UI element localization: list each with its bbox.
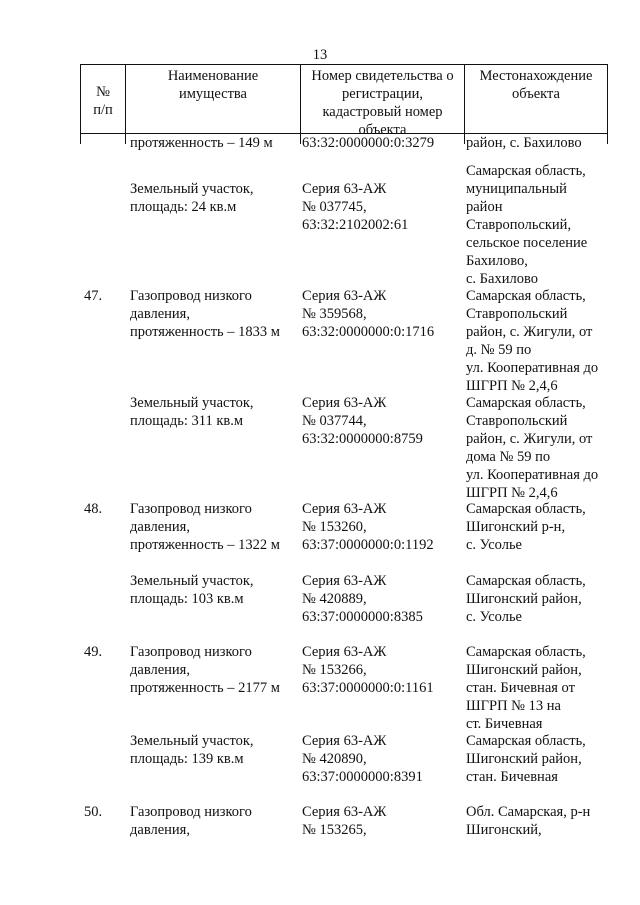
row-name [130, 287, 298, 341]
header-line: п/п [93, 102, 113, 118]
row-location [466, 572, 616, 626]
cell-line: Газопровод низкого [130, 288, 252, 304]
cell-line: с. Бахилово [466, 271, 538, 287]
cell-line: Серия 63-АЖ [302, 181, 387, 197]
cell-line: с. Усолье [466, 609, 522, 625]
cell-line: протяженность – 2177 м [130, 680, 280, 696]
cell-line: Газопровод низкого [130, 804, 252, 820]
column-line [80, 134, 81, 144]
cell-line: Самарская область, [466, 395, 586, 411]
header-line: № [96, 84, 110, 100]
cell-line: № 420890, [302, 751, 367, 767]
cell-line: 63:32:2102002:61 [302, 217, 409, 233]
row-name [130, 732, 298, 768]
cell-line: Шигонский район, [466, 662, 582, 678]
cell-line: район, с. Жигули, от [466, 324, 593, 340]
header-registration [301, 65, 465, 138]
row-registration [302, 803, 464, 839]
row-registration [302, 180, 464, 234]
cell-line: ШГРП № 13 на [466, 698, 561, 714]
cell-line: № 420889, [302, 591, 367, 607]
row-number: 47. [84, 288, 103, 304]
cell-line: сельское поселение [466, 235, 588, 251]
cell-line: Обл. Самарская, р-н [466, 804, 591, 820]
cell-line: район, с. Бахилово [466, 135, 582, 151]
cell-line: Самарская область, [466, 733, 586, 749]
table-header [80, 64, 608, 138]
page-number: 13 [312, 47, 328, 63]
cell-line: Серия 63-АЖ [302, 288, 387, 304]
cell-line: стан. Бичевная от [466, 680, 575, 696]
cell-line: Шигонский р-н, [466, 519, 566, 535]
cell-line: протяженность – 1833 м [130, 324, 280, 340]
cell-line: Серия 63-АЖ [302, 733, 387, 749]
cell-line: Самарская область, [466, 163, 586, 179]
header-location [465, 65, 607, 133]
row-location [466, 394, 616, 502]
cell-line: ШГРП № 2,4,6 [466, 485, 558, 501]
cell-line: Ставропольский [466, 306, 568, 322]
cell-line: площадь: 103 кв.м [130, 591, 244, 607]
cell-line: № 037745, [302, 199, 367, 215]
row-location [466, 803, 616, 839]
cell-line: ул. Кооперативная до [466, 360, 599, 376]
cell-line: 63:37:0000000:0:1192 [302, 537, 434, 553]
cell-line: 63:32:0000000:8759 [302, 431, 423, 447]
row-registration [302, 732, 464, 786]
cell-line: с. Усолье [466, 537, 522, 553]
row-number: 50. [84, 804, 103, 820]
row-registration [302, 287, 464, 341]
cell-line: № 153266, [302, 662, 367, 678]
cell-line: район, с. Жигули, от [466, 431, 593, 447]
cell-line: площадь: 311 кв.м [130, 413, 244, 429]
row-number: 48. [84, 501, 103, 517]
cell-line: Самарская область, [466, 501, 586, 517]
row-name [130, 134, 298, 152]
cell-line: Земельный участок, [130, 573, 254, 589]
cell-line: площадь: 139 кв.м [130, 751, 244, 767]
cell-line: 63:37:0000000:0:1161 [302, 680, 434, 696]
column-line [300, 134, 301, 144]
cell-line: Самарская область, [466, 288, 586, 304]
cell-line: Шигонский район, [466, 751, 582, 767]
header-name [126, 65, 301, 133]
header-line: объекта [358, 122, 407, 138]
cell-line: Серия 63-АЖ [302, 573, 387, 589]
row-name [130, 643, 298, 697]
header-num [81, 65, 126, 133]
cell-line: 63:32:0000000:0:1716 [302, 324, 435, 340]
header-line: имущества [178, 86, 247, 102]
cell-line: район [466, 199, 503, 215]
cell-line: Земельный участок, [130, 181, 254, 197]
row-location [466, 134, 616, 152]
cell-line: стан. Бичевная [466, 769, 558, 785]
cell-line: 63:32:0000000:0:3279 [302, 135, 435, 151]
cell-line: протяженность – 149 м [130, 135, 273, 151]
cell-line: Газопровод низкого [130, 644, 252, 660]
cell-line: Бахилово, [466, 253, 528, 269]
cell-line: № 359568, [302, 306, 367, 322]
row-location [466, 500, 616, 554]
cell-line: Газопровод низкого [130, 501, 252, 517]
cell-line: муниципальный [466, 181, 567, 197]
cell-line: ШГРП № 2,4,6 [466, 378, 558, 394]
cell-line: № 153260, [302, 519, 367, 535]
cell-line: площадь: 24 кв.м [130, 199, 237, 215]
header-line: Местонахождение [479, 68, 593, 84]
cell-line: ул. Кооперативная до [466, 467, 599, 483]
row-registration [302, 394, 464, 448]
cell-line: 63:37:0000000:8385 [302, 609, 423, 625]
row-registration [302, 572, 464, 626]
cell-line: Серия 63-АЖ [302, 395, 387, 411]
cell-line: Шигонский район, [466, 591, 582, 607]
cell-line: Серия 63-АЖ [302, 644, 387, 660]
cell-line: Земельный участок, [130, 733, 254, 749]
row-location [466, 732, 616, 786]
row-location [466, 162, 616, 288]
row-name [130, 572, 298, 608]
cell-line: Серия 63-АЖ [302, 501, 387, 517]
cell-line: д. № 59 по [466, 342, 532, 358]
header-line: регистрации, [342, 86, 423, 102]
row-registration [302, 500, 464, 554]
cell-line: давления, [130, 306, 190, 322]
cell-line: ст. Бичевная [466, 716, 543, 732]
row-name [130, 500, 298, 554]
cell-line: Самарская область, [466, 644, 586, 660]
row-number: 49. [84, 644, 103, 660]
column-line [125, 134, 126, 144]
row-name [130, 394, 298, 430]
row-name [130, 180, 298, 216]
cell-line: Серия 63-АЖ [302, 804, 387, 820]
row-name [130, 803, 298, 839]
cell-line: давления, [130, 519, 190, 535]
column-line [464, 134, 465, 144]
cell-line: № 153265, [302, 822, 367, 838]
cell-line: Земельный участок, [130, 395, 254, 411]
cell-line: давления, [130, 822, 190, 838]
cell-line: Ставропольский [466, 413, 568, 429]
row-registration [302, 643, 464, 697]
cell-line: Ставропольский, [466, 217, 572, 233]
header-line: кадастровый номер [322, 104, 443, 120]
header-line: объекта [511, 86, 560, 102]
row-location [466, 643, 616, 733]
cell-line: протяженность – 1322 м [130, 537, 280, 553]
cell-line: Шигонский, [466, 822, 542, 838]
cell-line: давления, [130, 662, 190, 678]
row-location [466, 287, 616, 395]
cell-line: № 037744, [302, 413, 367, 429]
cell-line: 63:37:0000000:8391 [302, 769, 423, 785]
cell-line: дома № 59 по [466, 449, 551, 465]
header-line: Наименование [167, 68, 259, 84]
cell-line: Самарская область, [466, 573, 586, 589]
row-registration [302, 134, 464, 152]
header-line: Номер свидетельства о [311, 68, 454, 84]
